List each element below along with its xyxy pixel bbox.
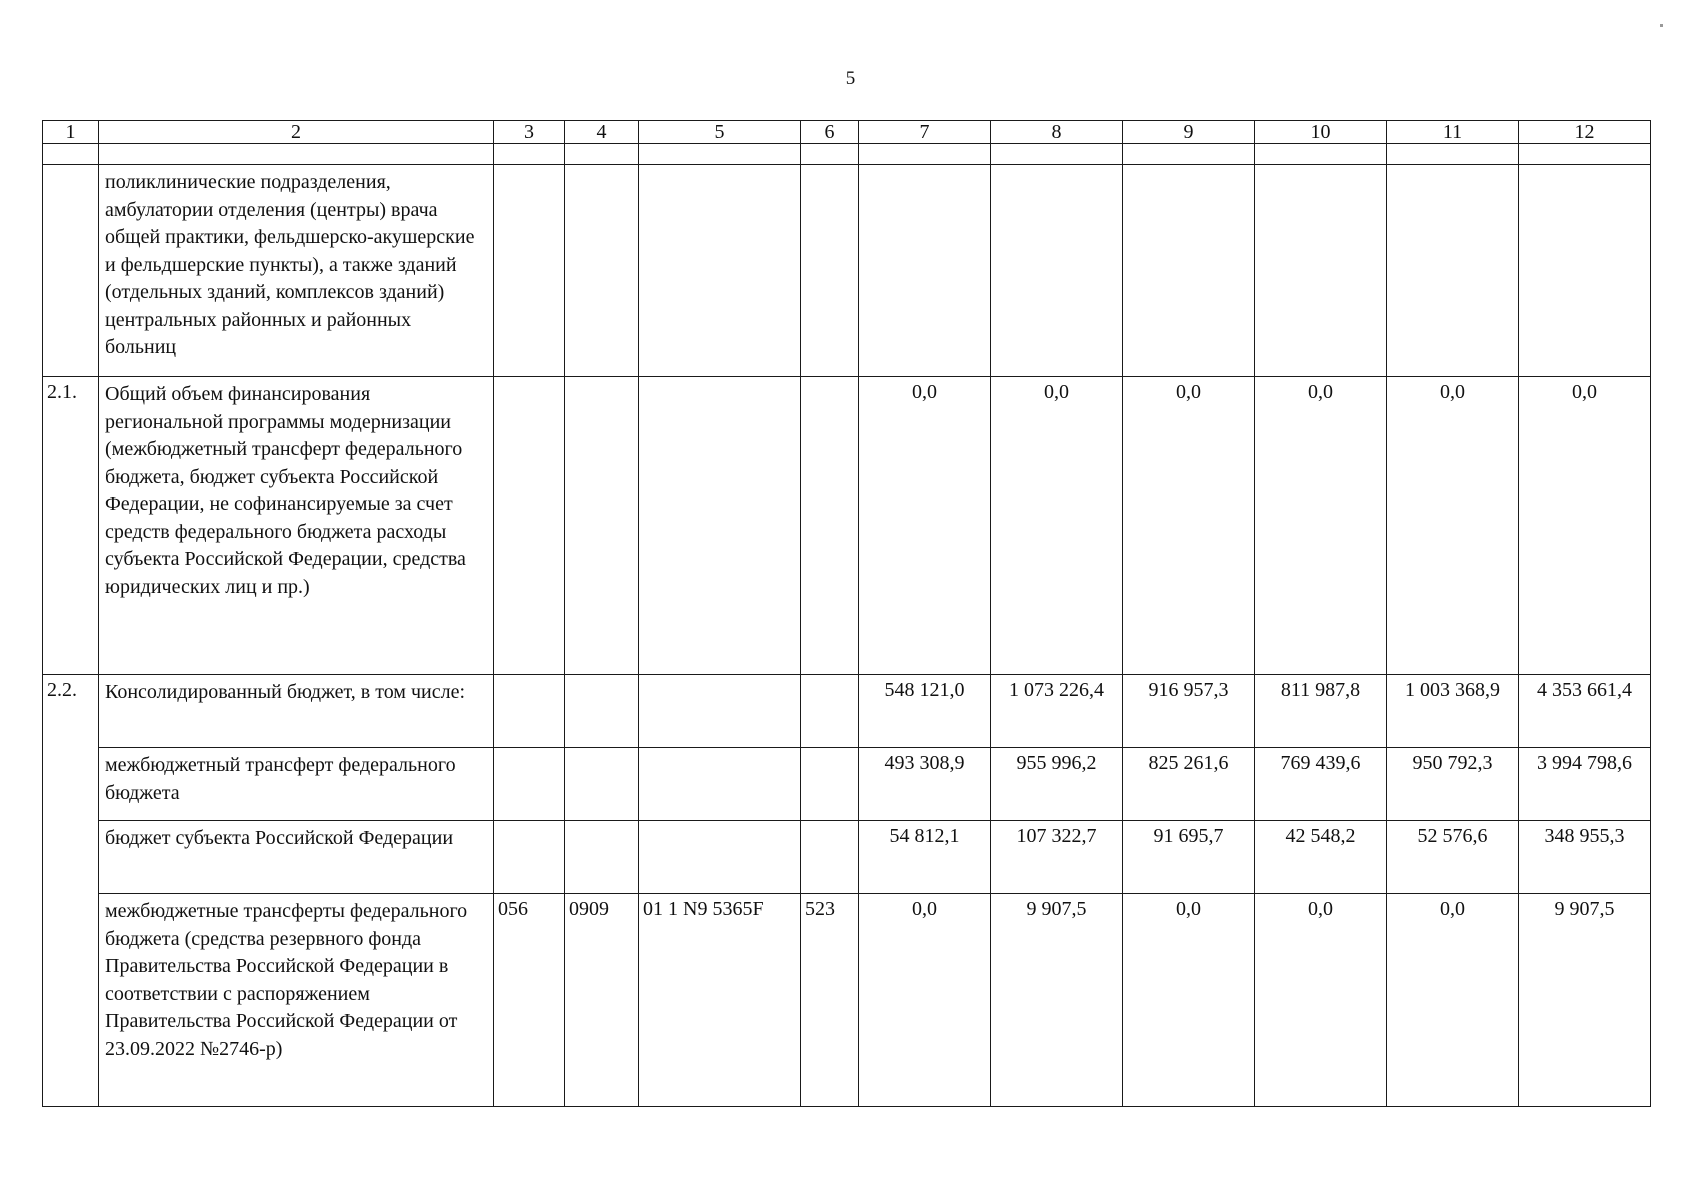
column-number: 8 [991, 121, 1123, 144]
column-number-row [43, 121, 1651, 144]
empty-cell [1519, 144, 1651, 165]
row-description: Общий объем финансирования региональной программы модернизации (межбюджетный трансферт федерального бюджета, бюджет субъекта Российской Федерации, не софинансируемые за счет средств федерального бюджета расходы субъекта Российской Федерации, средства юридических лиц и пр.) [99, 377, 494, 675]
row-id: 2.1. [43, 377, 99, 675]
value-cell: 548 121,0 [859, 675, 991, 748]
column-number: 4 [565, 121, 639, 144]
code-cell [565, 748, 639, 821]
empty-cell [1255, 144, 1387, 165]
column-number: 9 [1123, 121, 1255, 144]
empty-cell [565, 144, 639, 165]
value-cell: 0,0 [859, 894, 991, 1107]
value-cell: 91 695,7 [1123, 821, 1255, 894]
scan-speck [1660, 24, 1663, 27]
code-cell [565, 377, 639, 675]
column-number: 2 [99, 121, 494, 144]
column-number: 7 [859, 121, 991, 144]
value-cell: 3 994 798,6 [1519, 748, 1651, 821]
value-cell: 825 261,6 [1123, 748, 1255, 821]
code-cell [494, 377, 565, 675]
code-cell [639, 821, 801, 894]
column-number: 1 [43, 121, 99, 144]
code-cell [565, 821, 639, 894]
value-cell: 0,0 [1387, 377, 1519, 675]
code-cell [565, 675, 639, 748]
value-cell: 950 792,3 [1387, 748, 1519, 821]
value-cell: 0,0 [1123, 377, 1255, 675]
code-cell [494, 821, 565, 894]
table-row [43, 675, 1651, 748]
value-cell [991, 165, 1123, 377]
value-cell [859, 165, 991, 377]
value-cell: 52 576,6 [1387, 821, 1519, 894]
column-number: 3 [494, 121, 565, 144]
row-id: 2.2. [43, 675, 99, 1107]
code-cell [639, 165, 801, 377]
code-cell [494, 748, 565, 821]
table-row [43, 894, 1651, 1107]
code-cell: 0909 [565, 894, 639, 1107]
value-cell: 0,0 [859, 377, 991, 675]
value-cell: 0,0 [1255, 894, 1387, 1107]
row-description: бюджет субъекта Российской Федерации [99, 821, 494, 894]
row-description: межбюджетный трансферт федерального бюджета [99, 748, 494, 821]
value-cell [1519, 165, 1651, 377]
empty-cell [43, 144, 99, 165]
code-cell: 056 [494, 894, 565, 1107]
column-number: 6 [801, 121, 859, 144]
empty-cell [99, 144, 494, 165]
value-cell: 0,0 [991, 377, 1123, 675]
value-cell: 0,0 [1123, 894, 1255, 1107]
value-cell: 42 548,2 [1255, 821, 1387, 894]
value-cell: 955 996,2 [991, 748, 1123, 821]
code-cell [494, 165, 565, 377]
value-cell: 769 439,6 [1255, 748, 1387, 821]
empty-cell [1387, 144, 1519, 165]
page-number: 5 [845, 68, 856, 89]
table-row [43, 748, 1651, 821]
empty-cell [801, 144, 859, 165]
table-row [43, 165, 1651, 377]
column-number: 11 [1387, 121, 1519, 144]
value-cell: 4 353 661,4 [1519, 675, 1651, 748]
value-cell: 348 955,3 [1519, 821, 1651, 894]
column-number: 12 [1519, 121, 1651, 144]
code-cell [494, 675, 565, 748]
row-id [43, 165, 99, 377]
value-cell: 9 907,5 [991, 894, 1123, 1107]
value-cell: 0,0 [1255, 377, 1387, 675]
value-cell: 9 907,5 [1519, 894, 1651, 1107]
table-row [43, 377, 1651, 675]
code-cell [801, 821, 859, 894]
value-cell: 0,0 [1519, 377, 1651, 675]
empty-cell [1123, 144, 1255, 165]
code-cell [639, 748, 801, 821]
value-cell [1255, 165, 1387, 377]
value-cell: 1 003 368,9 [1387, 675, 1519, 748]
value-cell: 54 812,1 [859, 821, 991, 894]
value-cell: 493 308,9 [859, 748, 991, 821]
row-description: Консолидированный бюджет, в том числе: [99, 675, 494, 748]
empty-cell [639, 144, 801, 165]
value-cell: 916 957,3 [1123, 675, 1255, 748]
code-cell: 01 1 N9 5365F [639, 894, 801, 1107]
code-cell [801, 377, 859, 675]
code-cell [801, 165, 859, 377]
value-cell [1123, 165, 1255, 377]
row-description: межбюджетные трансферты федерального бюджета (средства резервного фонда Правительства Российской Федерации в соответствии с распоряжением Правительства Российской Федерации от 23.09.2022 №2746-р) [99, 894, 494, 1107]
empty-cell [859, 144, 991, 165]
column-number: 10 [1255, 121, 1387, 144]
code-cell: 523 [801, 894, 859, 1107]
table-row [43, 821, 1651, 894]
value-cell: 107 322,7 [991, 821, 1123, 894]
value-cell: 1 073 226,4 [991, 675, 1123, 748]
code-cell [565, 165, 639, 377]
empty-cell [991, 144, 1123, 165]
column-number: 5 [639, 121, 801, 144]
row-description: поликлинические подразделения, амбулатории отделения (центры) врача общей практики, фельдшерско-акушерские и фельдшерские пункты), а также зданий (отдельных зданий, комплексов зданий) центральных районных и районных больниц [99, 165, 494, 377]
code-cell [639, 377, 801, 675]
value-cell: 0,0 [1387, 894, 1519, 1107]
code-cell [639, 675, 801, 748]
spacer-row [43, 144, 1651, 165]
value-cell: 811 987,8 [1255, 675, 1387, 748]
value-cell [1387, 165, 1519, 377]
budget-table [42, 120, 1651, 1107]
code-cell [801, 748, 859, 821]
code-cell [801, 675, 859, 748]
empty-cell [494, 144, 565, 165]
